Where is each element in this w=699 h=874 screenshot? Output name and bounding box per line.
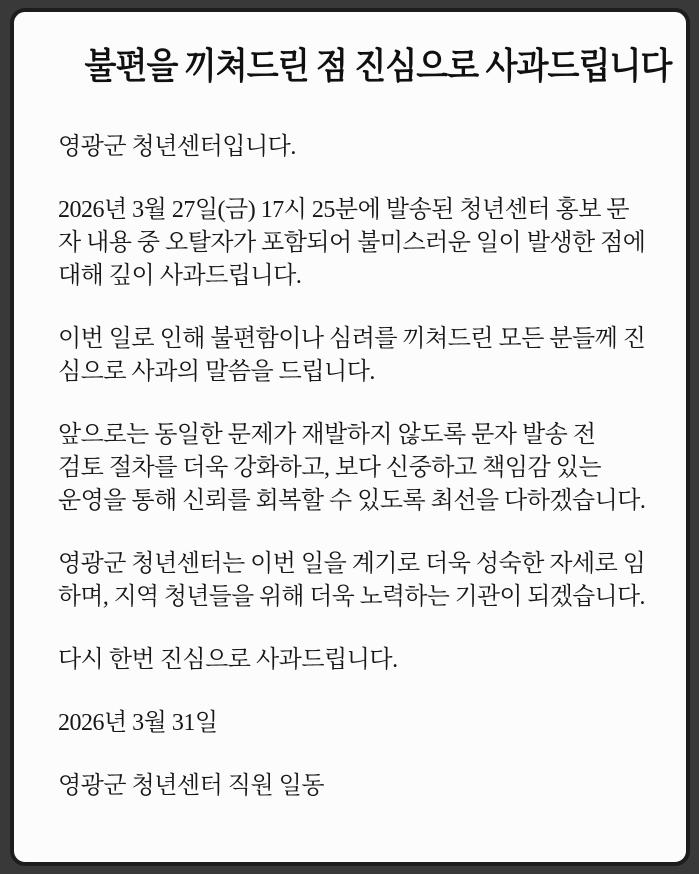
paragraph-line: 대해 깊이 사과드립니다. bbox=[58, 263, 302, 289]
paragraph-closing-apology bbox=[58, 644, 645, 677]
notice-body bbox=[58, 131, 645, 803]
paragraph-line: 검토 절차를 더욱 강화하고, 보다 신중하고 책임감 있는 bbox=[58, 455, 602, 481]
paragraph-prevention bbox=[58, 419, 645, 518]
paragraph-line: 영광군 청년센터는 이번 일을 계기로 더욱 성숙한 자세로 임 bbox=[58, 551, 646, 577]
paragraph-line: 이번 일로 인해 불편함이나 심려를 끼쳐드린 모든 분들께 진 bbox=[58, 326, 646, 352]
notice-date bbox=[58, 707, 645, 740]
notice-title bbox=[58, 44, 672, 89]
paragraph-line: 2026년 3월 27일(금) 17시 25분에 발송된 청년센터 홍보 문 bbox=[58, 197, 630, 223]
paragraph-line: 운영을 통해 신뢰를 회복할 수 있도록 최선을 다하겠습니다. bbox=[58, 488, 646, 514]
paragraph-line: 심으로 사과의 말씀을 드립니다. bbox=[58, 359, 375, 385]
paragraph-commitment bbox=[58, 548, 645, 614]
paragraph-line: 영광군 청년센터입니다. bbox=[58, 134, 296, 160]
paragraph-line: 하며, 지역 청년들을 위해 더욱 노력하는 기관이 되겠습니다. bbox=[58, 584, 645, 610]
paragraph-line: 2026년 3월 31일 bbox=[58, 710, 218, 736]
paragraph-line: 자 내용 중 오탈자가 포함되어 불미스러운 일이 발생한 점에 bbox=[58, 230, 646, 256]
paragraph-incident bbox=[58, 194, 645, 293]
paragraph-greeting bbox=[58, 131, 645, 164]
paragraph-line: 다시 한번 진심으로 사과드립니다. bbox=[58, 647, 398, 673]
paragraph-line: 영광군 청년센터 직원 일동 bbox=[58, 773, 325, 799]
paragraph-line: 앞으로는 동일한 문제가 재발하지 않도록 문자 발송 전 bbox=[58, 422, 596, 448]
paragraph-apology bbox=[58, 323, 645, 389]
apology-notice-card bbox=[10, 8, 690, 866]
notice-title-text: 불편을 끼쳐드린 점 진심으로 사과드립니다 bbox=[84, 46, 672, 86]
notice-signature bbox=[58, 770, 645, 803]
